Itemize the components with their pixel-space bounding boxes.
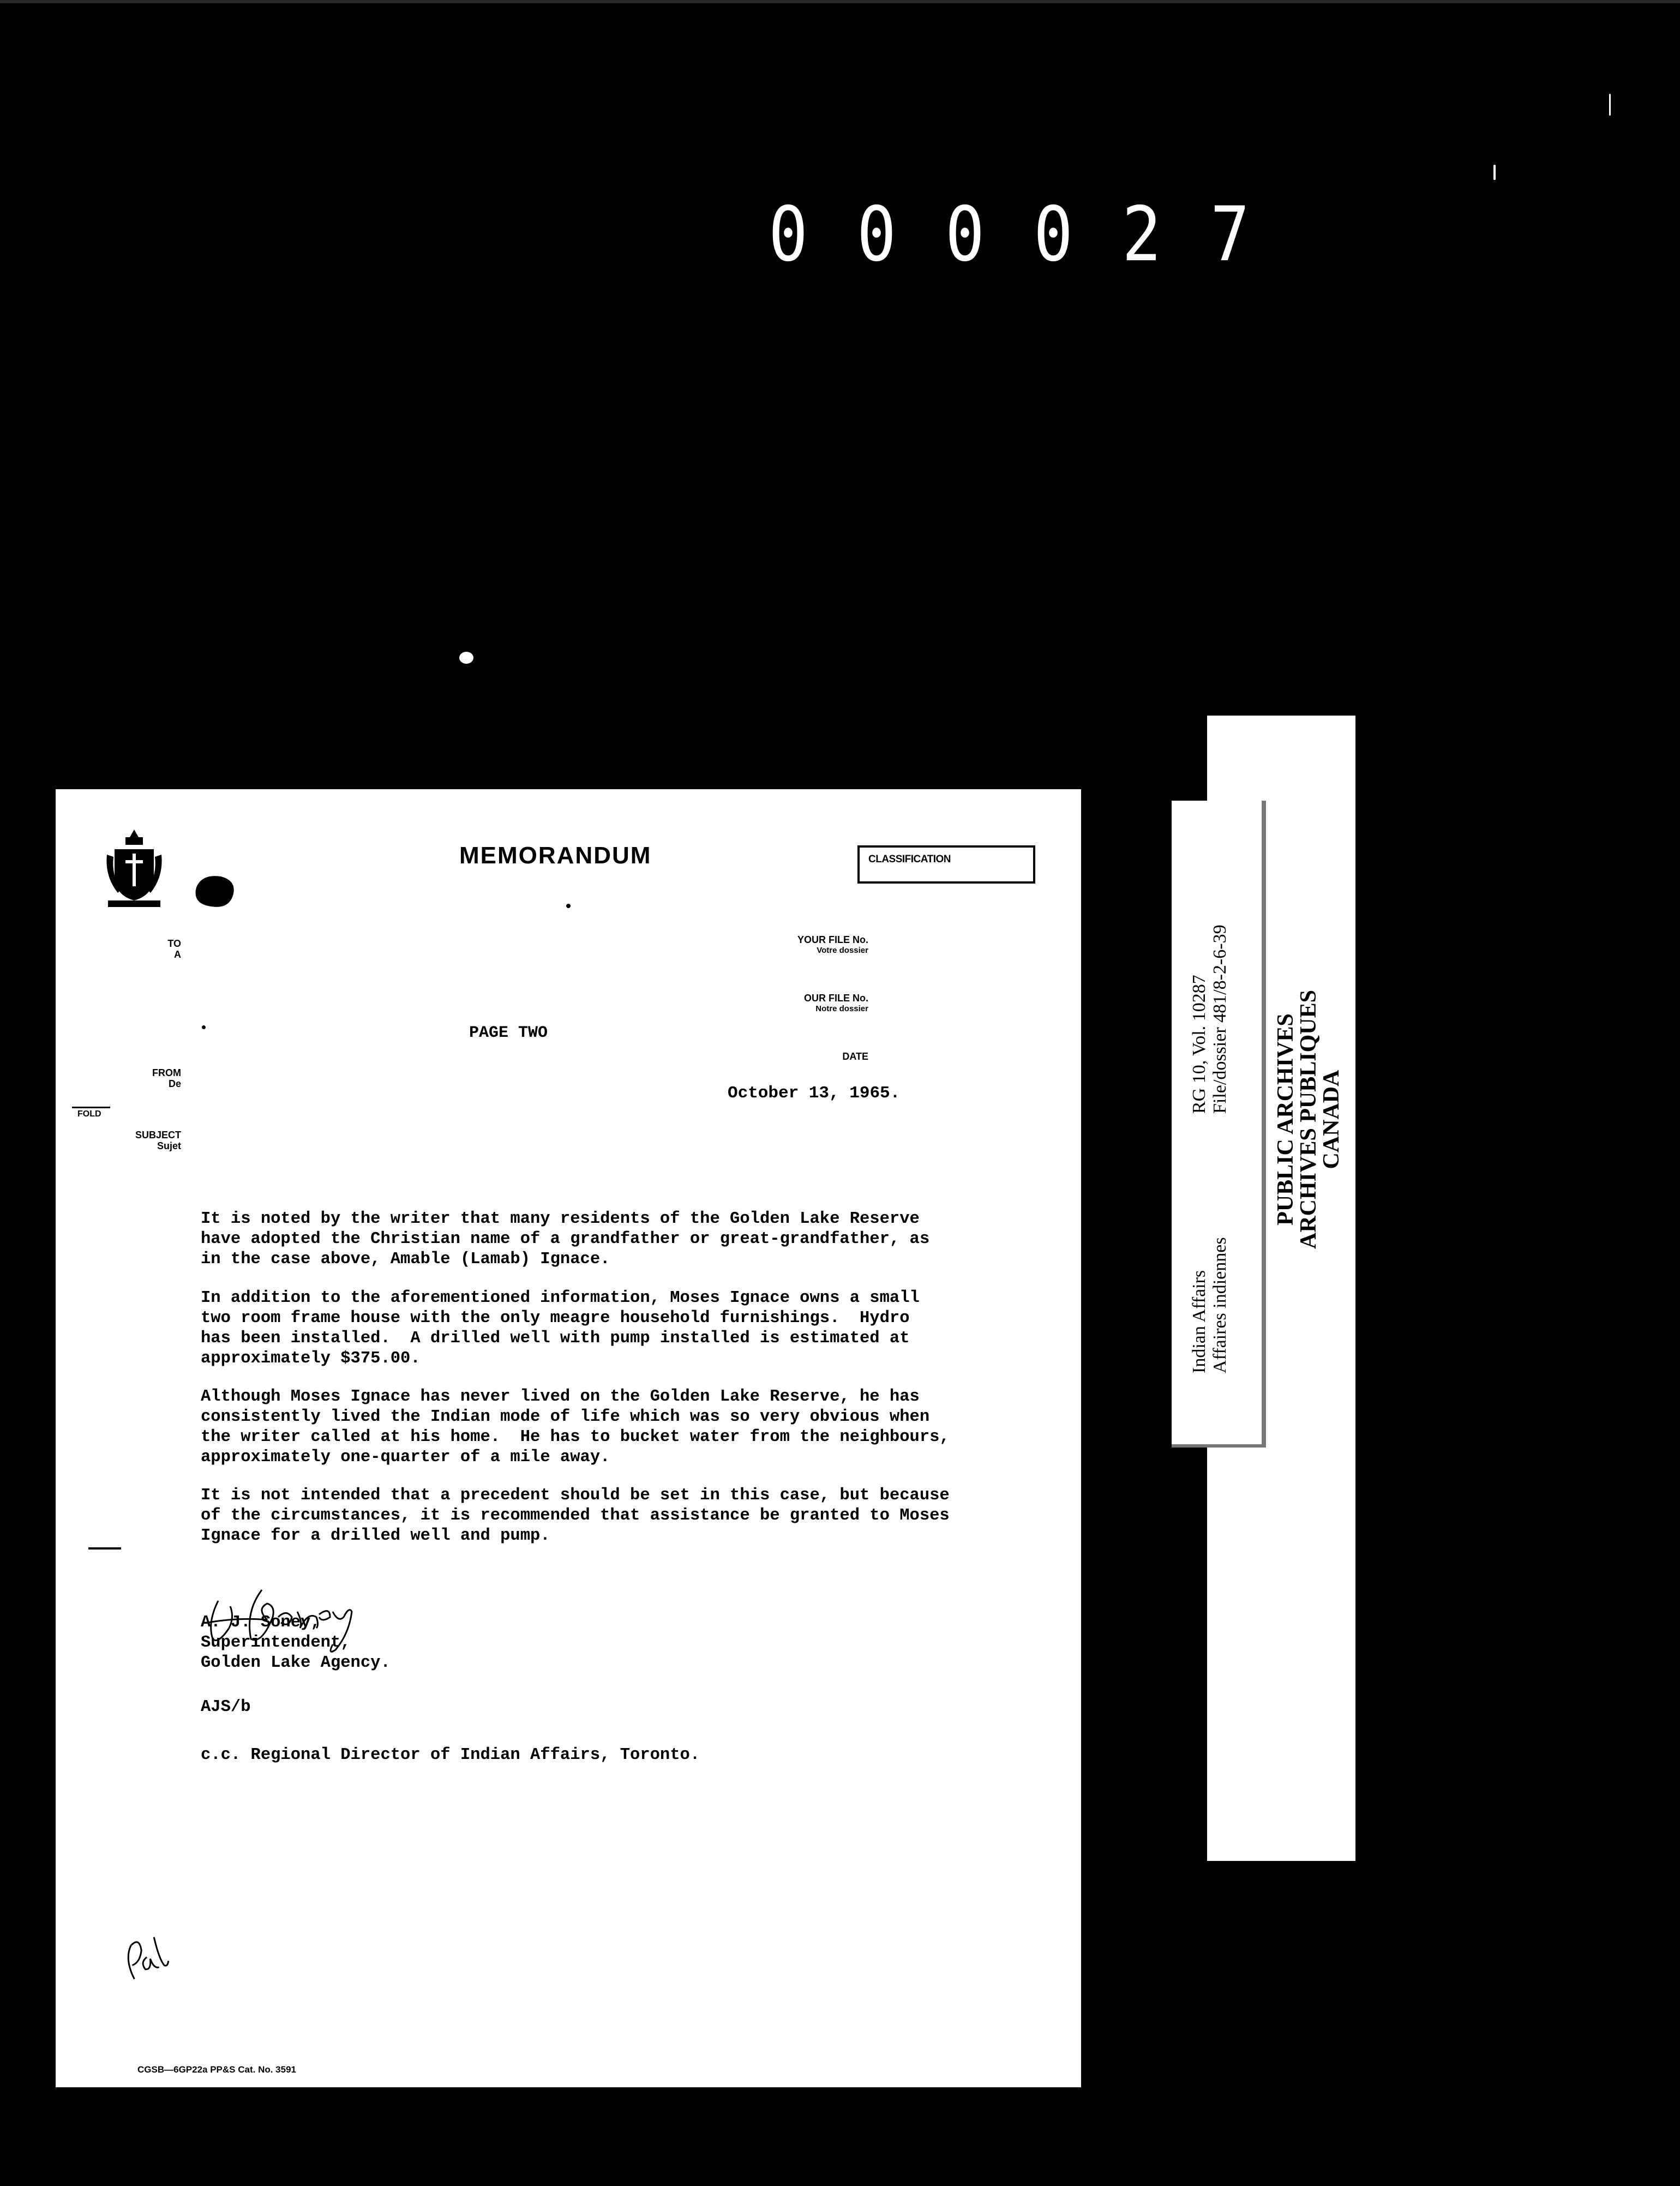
frame-digit: 7: [1210, 191, 1250, 278]
typist-initials: AJS/b: [201, 1698, 251, 1716]
department-en: Indian Affairs: [1189, 1270, 1209, 1373]
memo-paragraph: It is noted by the writer that many residents of the Golden Lake Reserve have adopted the Christian name of a grandfather or great-grandfather, as in the case above, Amable (Lamab) Ignace.: [201, 1210, 930, 1269]
page-number: PAGE TWO: [469, 1024, 548, 1042]
reference-line-1: RG 10, Vol. 10287: [1189, 975, 1209, 1114]
our-file-label: [677, 993, 868, 1014]
archive-name-en: PUBLIC ARCHIVES: [1273, 1013, 1298, 1226]
classification-label: CLASSIFICATION: [868, 854, 951, 865]
ink-blot: [191, 871, 240, 909]
our-file-label-en: OUR FILE No.: [804, 993, 868, 1004]
subject-label-fr: Sujet: [157, 1140, 181, 1151]
to-label-fr: A: [174, 949, 181, 960]
film-speck: [459, 652, 473, 664]
scan-edge-line: [0, 0, 1680, 3]
dot-mark: [202, 1025, 206, 1029]
memo-date: October 13, 1965.: [728, 1084, 901, 1103]
form-code: CGSB—6GP22a PP&S Cat. No. 3591: [137, 2064, 297, 2075]
our-file-label-fr: Notre dossier: [815, 1004, 868, 1013]
fold-rule: [72, 1107, 110, 1108]
archive-reference: [1189, 924, 1231, 1114]
subject-label-en: SUBJECT: [135, 1130, 181, 1140]
signature-block: A. J. Soney, Superintendent, Golden Lake Agency.: [201, 1613, 391, 1672]
subject-label: [127, 1130, 181, 1151]
to-label-en: TO: [167, 938, 181, 949]
memo-title: MEMORANDUM: [459, 842, 652, 869]
archive-department: [1189, 1237, 1231, 1373]
from-label-fr: De: [168, 1078, 181, 1089]
date-label: DATE: [842, 1051, 868, 1062]
film-speck: [1493, 165, 1496, 180]
memo-paragraph: It is not intended that a precedent should be set in this case, but because of the circumstances, it is recommended that assistance be granted to Moses Ignace for a drilled well and pump.: [201, 1486, 950, 1545]
frame-digit: 2: [1121, 191, 1162, 278]
to-label: [137, 938, 181, 960]
from-label: [137, 1067, 181, 1089]
reference-line-2: File/dossier 481/8-2-6-39: [1210, 924, 1230, 1114]
from-label-en: FROM: [152, 1067, 181, 1078]
frame-digit: 0: [945, 191, 985, 278]
memo-paragraph: Although Moses Ignace has never lived on the Golden Lake Reserve, he has consistently lived the Indian mode of life which was so very obvious when the writer called at his home. He has to bucket water from the neighbours, approximately one-quarter of a mile away.: [201, 1388, 950, 1467]
handwritten-annotation: [116, 1924, 181, 1984]
frame-digit: 0: [1033, 191, 1073, 278]
frame-digit: 0: [856, 191, 897, 278]
frame-digit: 0: [768, 191, 808, 278]
film-speck: [1609, 94, 1611, 116]
archive-name-fr: ARCHIVES PUBLIQUES: [1296, 990, 1321, 1249]
margin-dash: [88, 1547, 121, 1550]
your-file-label-fr: Votre dossier: [817, 946, 868, 955]
fold-label: FOLD: [77, 1109, 101, 1119]
archive-country: CANADA: [1319, 1070, 1344, 1169]
coat-of-arms-icon: [104, 827, 165, 909]
memo-page: [56, 789, 1081, 2087]
department-fr: Affaires indiennes: [1210, 1237, 1230, 1373]
memo-paragraph: In addition to the aforementioned information, Moses Ignace owns a small two room frame house with the only meagre household furnishings. Hydro has been installed. A drilled well with pump installed is estimated at approximately $375.00.: [201, 1289, 920, 1368]
your-file-label-en: YOUR FILE No.: [797, 934, 868, 945]
archive-institution: [1274, 990, 1343, 1249]
your-file-label: [677, 934, 868, 956]
carbon-copy-line: c.c. Regional Director of Indian Affairs, Toronto.: [201, 1746, 700, 1764]
frame-number: [764, 191, 1255, 278]
dot-mark: [566, 904, 571, 908]
